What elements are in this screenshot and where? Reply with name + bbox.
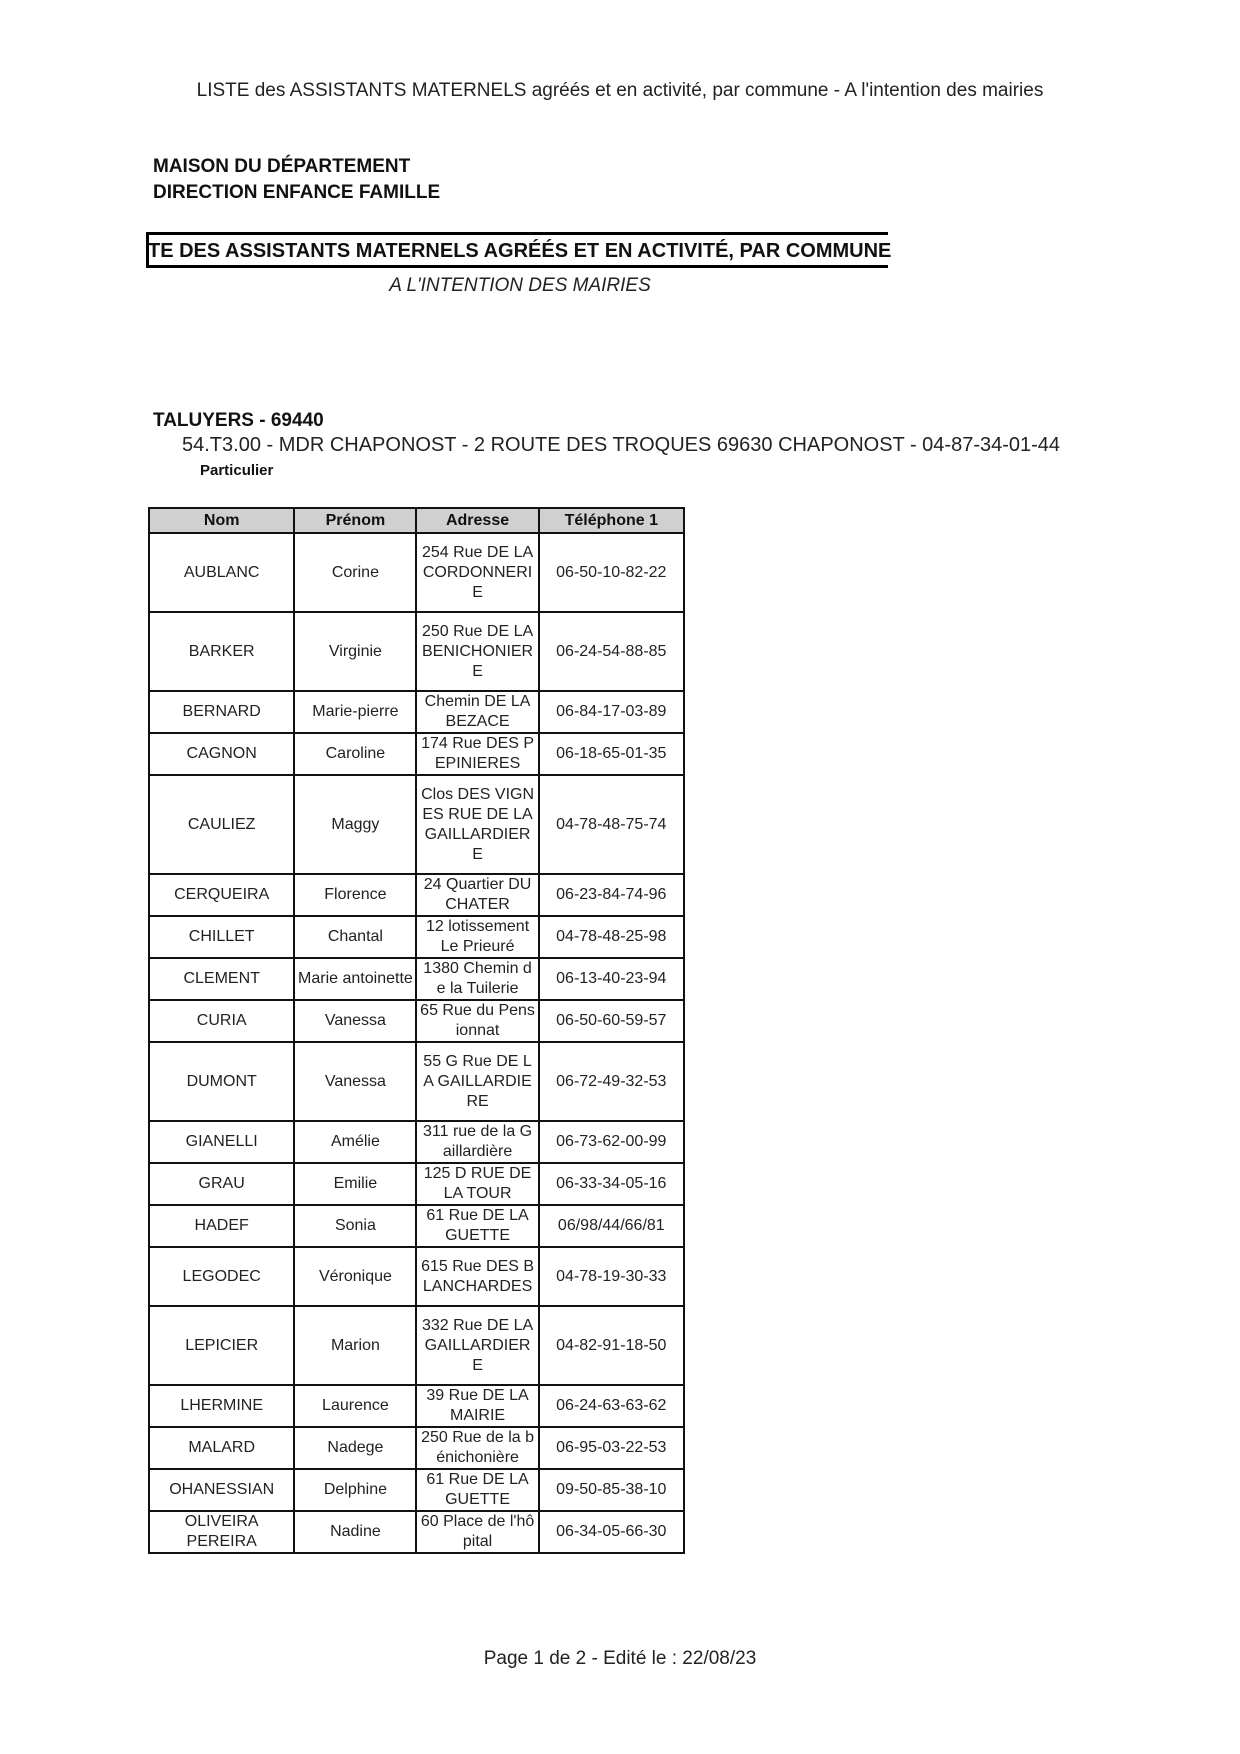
running-header: LISTE des ASSISTANTS MATERNELS agréés et en activité, par commune - A l'intention des mairies bbox=[196, 80, 1044, 101]
cell-prenom: Delphine bbox=[294, 1469, 416, 1511]
cell-nom: LHERMINE bbox=[149, 1385, 294, 1427]
table-row bbox=[149, 1511, 684, 1553]
table-row bbox=[149, 1385, 684, 1427]
cell-adresse: 55 G Rue DE LA GAILLARDIERE bbox=[416, 1042, 538, 1121]
cell-adresse: 615 Rue DES BLANCHARDES bbox=[416, 1247, 538, 1306]
cell-prenom: Véronique bbox=[294, 1247, 416, 1306]
cell-prenom: Sonia bbox=[294, 1205, 416, 1247]
cell-adresse: 311 rue de la Gaillardière bbox=[416, 1121, 538, 1163]
cell-prenom: Marie antoinette bbox=[294, 958, 416, 1000]
cell-prenom: Chantal bbox=[294, 916, 416, 958]
table-row bbox=[149, 691, 684, 733]
cell-adresse: 65 Rue du Pensionnat bbox=[416, 1000, 538, 1042]
cell-telephone: 06-95-03-22-53 bbox=[539, 1427, 684, 1469]
cell-nom: DUMONT bbox=[149, 1042, 294, 1121]
table-row bbox=[149, 1247, 684, 1306]
cell-nom: OHANESSIAN bbox=[149, 1469, 294, 1511]
cell-telephone: 06-24-54-88-85 bbox=[539, 612, 684, 691]
cell-nom: CERQUEIRA bbox=[149, 874, 294, 916]
cell-prenom: Virginie bbox=[294, 612, 416, 691]
cell-nom: MALARD bbox=[149, 1427, 294, 1469]
cell-adresse: 60 Place de l'hôpital bbox=[416, 1511, 538, 1553]
cell-adresse: 254 Rue DE LA CORDONNERIE bbox=[416, 533, 538, 612]
cell-nom: GRAU bbox=[149, 1163, 294, 1205]
cell-prenom: Amélie bbox=[294, 1121, 416, 1163]
cell-adresse: 24 Quartier DU CHATER bbox=[416, 874, 538, 916]
cell-adresse: Clos DES VIGNES RUE DE LA GAILLARDIERE bbox=[416, 775, 538, 874]
cell-adresse: 61 Rue DE LA GUETTE bbox=[416, 1205, 538, 1247]
cell-adresse: 250 Rue DE LA BENICHONIERE bbox=[416, 612, 538, 691]
page-footer: Page 1 de 2 - Edité le : 22/08/23 bbox=[483, 1648, 757, 1669]
cell-telephone: 09-50-85-38-10 bbox=[539, 1469, 684, 1511]
table-body bbox=[149, 533, 684, 1553]
column-header-prenom: Prénom bbox=[294, 508, 416, 533]
cell-telephone: 04-82-91-18-50 bbox=[539, 1306, 684, 1385]
cell-prenom: Emilie bbox=[294, 1163, 416, 1205]
cell-telephone: 06-73-62-00-99 bbox=[539, 1121, 684, 1163]
cell-nom: BERNARD bbox=[149, 691, 294, 733]
cell-nom: CURIA bbox=[149, 1000, 294, 1042]
table-row bbox=[149, 958, 684, 1000]
cell-telephone: 06-50-60-59-57 bbox=[539, 1000, 684, 1042]
cell-telephone: 06-33-34-05-16 bbox=[539, 1163, 684, 1205]
cell-telephone: 04-78-48-25-98 bbox=[539, 916, 684, 958]
cell-telephone: 06-50-10-82-22 bbox=[539, 533, 684, 612]
cell-nom: BARKER bbox=[149, 612, 294, 691]
cell-prenom: Corine bbox=[294, 533, 416, 612]
cell-nom: GIANELLI bbox=[149, 1121, 294, 1163]
document-title: TE DES ASSISTANTS MATERNELS AGRÉÉS ET EN ACTIVITÉ, PAR COMMUNE bbox=[148, 240, 892, 262]
cell-prenom: Marion bbox=[294, 1306, 416, 1385]
cell-prenom: Marie-pierre bbox=[294, 691, 416, 733]
cell-nom: OLIVEIRA PEREIRA bbox=[149, 1511, 294, 1553]
cell-adresse: 61 Rue DE LA GUETTE bbox=[416, 1469, 538, 1511]
table-row bbox=[149, 612, 684, 691]
table-row bbox=[149, 1042, 684, 1121]
cell-adresse: 250 Rue de la bénichonière bbox=[416, 1427, 538, 1469]
cell-nom: CLEMENT bbox=[149, 958, 294, 1000]
cell-prenom: Maggy bbox=[294, 775, 416, 874]
commune-heading: TALUYERS - 69440 bbox=[153, 410, 324, 431]
cell-nom: AUBLANC bbox=[149, 533, 294, 612]
table-header-row bbox=[149, 508, 684, 533]
cell-telephone: 06-34-05-66-30 bbox=[539, 1511, 684, 1553]
table-row bbox=[149, 775, 684, 874]
cell-prenom: Laurence bbox=[294, 1385, 416, 1427]
organization-name: MAISON DU DÉPARTEMENT bbox=[153, 156, 411, 177]
cell-adresse: 12 lotissement Le Prieuré bbox=[416, 916, 538, 958]
document-subtitle: A L'INTENTION DES MAIRIES bbox=[389, 275, 651, 296]
column-header-adresse: Adresse bbox=[416, 508, 538, 533]
cell-nom: LEGODEC bbox=[149, 1247, 294, 1306]
table-row bbox=[149, 916, 684, 958]
column-header-telephone: Téléphone 1 bbox=[539, 508, 684, 533]
table-row bbox=[149, 533, 684, 612]
cell-adresse: 125 D RUE DE LA TOUR bbox=[416, 1163, 538, 1205]
table-row bbox=[149, 1469, 684, 1511]
cell-telephone: 06-84-17-03-89 bbox=[539, 691, 684, 733]
cell-telephone: 06-23-84-74-96 bbox=[539, 874, 684, 916]
cell-adresse: 1380 Chemin de la Tuilerie bbox=[416, 958, 538, 1000]
cell-nom: LEPICIER bbox=[149, 1306, 294, 1385]
cell-adresse: Chemin DE LA BEZACE bbox=[416, 691, 538, 733]
service-address: 54.T3.00 - MDR CHAPONOST - 2 ROUTE DES TROQUES 69630 CHAPONOST - 04-87-34-01-44 bbox=[182, 434, 1061, 456]
cell-prenom: Florence bbox=[294, 874, 416, 916]
cell-prenom: Nadege bbox=[294, 1427, 416, 1469]
table-row bbox=[149, 1163, 684, 1205]
cell-nom: HADEF bbox=[149, 1205, 294, 1247]
table-row bbox=[149, 1121, 684, 1163]
cell-prenom: Caroline bbox=[294, 733, 416, 775]
cell-telephone: 06-13-40-23-94 bbox=[539, 958, 684, 1000]
cell-nom: CAULIEZ bbox=[149, 775, 294, 874]
cell-prenom: Nadine bbox=[294, 1511, 416, 1553]
category-label: Particulier bbox=[200, 462, 274, 479]
cell-telephone: 04-78-19-30-33 bbox=[539, 1247, 684, 1306]
table-row bbox=[149, 1000, 684, 1042]
cell-prenom: Vanessa bbox=[294, 1000, 416, 1042]
cell-nom: CHILLET bbox=[149, 916, 294, 958]
column-header-nom: Nom bbox=[149, 508, 294, 533]
table-row bbox=[149, 1427, 684, 1469]
cell-telephone: 06-24-63-63-62 bbox=[539, 1385, 684, 1427]
cell-telephone: 06-72-49-32-53 bbox=[539, 1042, 684, 1121]
cell-adresse: 332 Rue DE LA GAILLARDIERE bbox=[416, 1306, 538, 1385]
cell-nom: CAGNON bbox=[149, 733, 294, 775]
cell-telephone: 06/98/44/66/81 bbox=[539, 1205, 684, 1247]
table-row bbox=[149, 1306, 684, 1385]
table-row bbox=[149, 874, 684, 916]
cell-telephone: 06-18-65-01-35 bbox=[539, 733, 684, 775]
cell-adresse: 174 Rue DES PEPINIERES bbox=[416, 733, 538, 775]
assistants-table bbox=[148, 507, 685, 1554]
cell-prenom: Vanessa bbox=[294, 1042, 416, 1121]
organization-direction: DIRECTION ENFANCE FAMILLE bbox=[153, 182, 441, 203]
table-row bbox=[149, 1205, 684, 1247]
cell-adresse: 39 Rue DE LA MAIRIE bbox=[416, 1385, 538, 1427]
cell-telephone: 04-78-48-75-74 bbox=[539, 775, 684, 874]
table-row bbox=[149, 733, 684, 775]
